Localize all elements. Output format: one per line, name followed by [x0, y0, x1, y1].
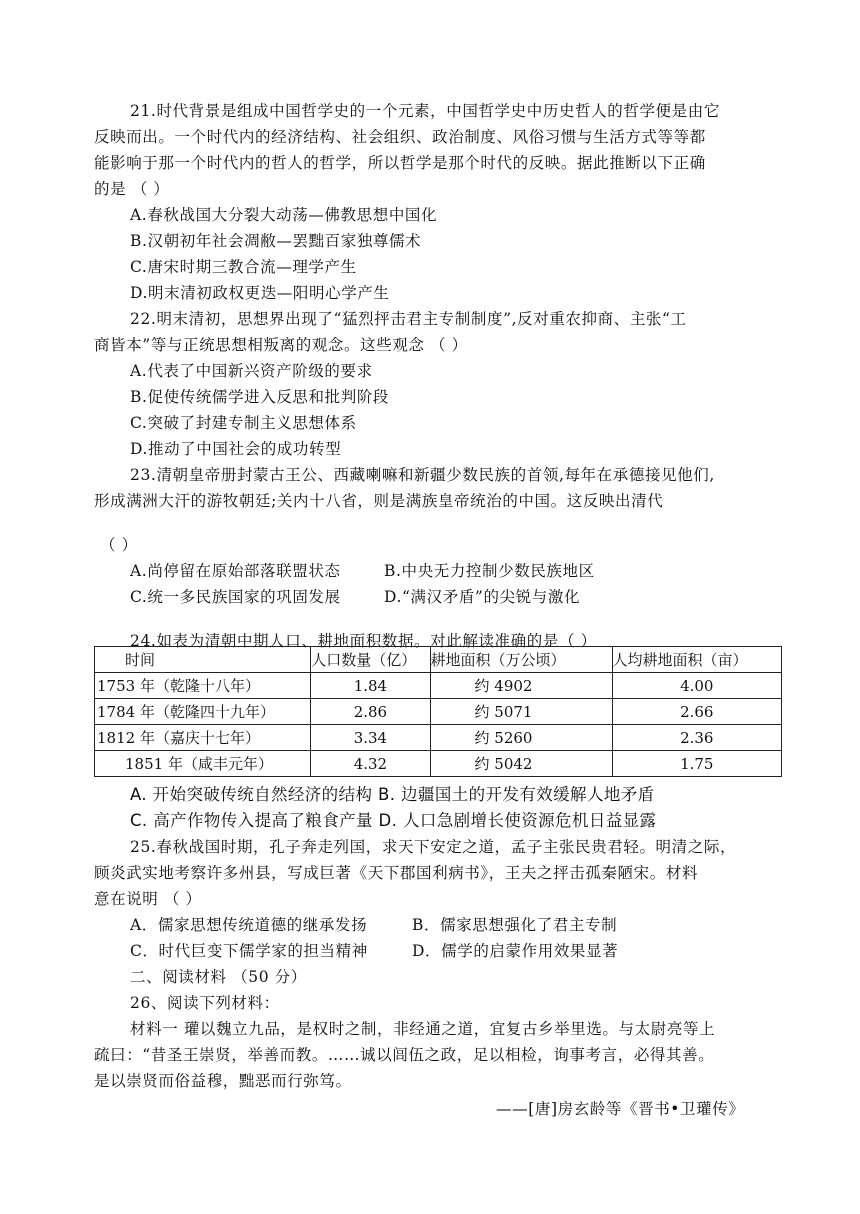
section-heading: 二、阅读材料 （50 分）	[130, 968, 307, 986]
q25-option-a: A．儒家思想传统道德的继承发扬	[130, 916, 368, 934]
q21-stem-line-4: 的是 （ ）	[94, 180, 170, 198]
q23-stem-line-2: 形成满洲大汗的游牧朝廷;关内十八省，则是满族皇帝统治的中国。这反映出清代	[94, 492, 664, 510]
table-cell-time: 1812 年（嘉庆十七年）	[95, 725, 311, 751]
q22-stem-line-1: 22.明末清初，思想界出现了“猛烈抨击君主专制制度”,反对重农抑商、主张“工	[130, 310, 687, 328]
q21-option-a: A.春秋战国大分裂大动荡—佛教思想中国化	[130, 206, 438, 224]
table-header-cell: 人口数量（亿）	[311, 647, 430, 673]
q24-options-row-1: A. 开始突破传统自然经济的结构 B. 边疆国土的开发有效缓解人地矛盾	[130, 785, 655, 804]
q25-option-c: C．时代巨变下儒学家的担当精神	[130, 942, 368, 960]
q21-stem-line-1: 21.时代背景是组成中国哲学史的一个元素，中国哲学史中历史哲人的哲学便是由它	[130, 102, 720, 120]
table-cell-time: 1753 年（乾隆十八年）	[95, 673, 311, 699]
table-cell-population: 2.86	[311, 699, 430, 725]
q23-stem-line-1: 23.清朝皇帝册封蒙古王公、西藏喇嘛和新疆少数民族的首领,每年在承德接见他们,	[130, 466, 715, 484]
population-farmland-table	[94, 646, 782, 777]
table-cell-farmland: 约 4902	[430, 673, 612, 699]
q25-option-d: D．儒学的启蒙作用效果显著	[412, 942, 619, 960]
q22-option-b: B.促使传统儒学进入反思和批判阶段	[130, 388, 390, 406]
q21-option-c: C.唐宋时期三教合流—理学产生	[130, 258, 357, 276]
table-cell-per-capita: 4.00	[612, 673, 781, 699]
table-cell-per-capita: 2.36	[612, 725, 781, 751]
q21-option-d: D.明末清初政权更迭—阳明心学产生	[130, 284, 390, 302]
q25-stem-line-2: 顾炎武实地考察许多州县，写成巨著《天下郡国利病书》，王夫之抨击孤秦陋宋。材料	[94, 864, 699, 882]
q23-option-a: A.尚停留在原始部落联盟状态	[130, 562, 341, 580]
q24-stem: 24.如表为清朝中期人口、耕地面积数据。对此解读准确的是（ ）	[130, 632, 597, 650]
table-header-cell: 时间	[95, 647, 311, 673]
q26-material-line-3: 是以崇贤而俗益穆，黜恶而行弥笃。	[94, 1072, 352, 1090]
q23-option-d: D.“满汉矛盾”的尖锐与激化	[384, 588, 581, 606]
table-row	[95, 751, 782, 777]
q22-stem-line-2: 商皆本”等与正统思想相叛离的观念。这些观念 （ ）	[94, 336, 468, 354]
q21-stem-line-2: 反映而出。一个时代内的经济结构、社会组织、政治制度、风俗习惯与生活方式等等都	[94, 128, 706, 146]
table-header-cell: 人均耕地面积（亩）	[612, 647, 781, 673]
q25-stem-line-1: 25.春秋战国时期，孔子奔走列国，求天下安定之道，孟子主张民贵君轻。明清之际，	[130, 838, 737, 856]
table-row	[95, 725, 782, 751]
table-cell-time: 1784 年（乾隆四十九年）	[95, 699, 311, 725]
q25-option-b: B．儒家思想强化了君主专制	[412, 916, 618, 934]
table-cell-farmland: 约 5042	[430, 751, 612, 777]
table-cell-population: 3.34	[311, 725, 430, 751]
table-cell-farmland: 约 5260	[430, 725, 612, 751]
q26-material-line-2: 疏曰：“昔圣王崇贤，举善而教。……诚以闾伍之政，足以相检，询事考言，必得其善。	[94, 1046, 715, 1064]
table-cell-farmland: 约 5071	[430, 699, 612, 725]
table-cell-per-capita: 1.75	[612, 751, 781, 777]
q24-options-row-2: C. 高产作物传入提高了粮食产量 D. 人口急剧增长使资源危机日益显露	[130, 811, 657, 830]
table-cell-time: 1851 年（咸丰元年）	[95, 751, 311, 777]
table-header-cell: 耕地面积（万公顷）	[430, 647, 612, 673]
q22-option-c: C.突破了封建专制主义思想体系	[130, 414, 357, 432]
table-row	[95, 673, 782, 699]
q26-material-line-1: 材料一 瓘以魏立九品，是权时之制，非经通之道，宜复古乡举里选。与太尉亮等上	[130, 1020, 716, 1038]
q23-option-b: B.中央无力控制少数民族地区	[384, 562, 595, 580]
table-row	[95, 699, 782, 725]
q26-stem: 26、阅读下列材料：	[130, 994, 280, 1012]
table-cell-population: 1.84	[311, 673, 430, 699]
q23-option-c: C.统一多民族国家的巩固发展	[130, 588, 341, 606]
q23-answer-blank: （ ）	[100, 536, 138, 554]
q26-source-citation: ——[唐]房玄龄等《晋书•卫瓘传》	[496, 1100, 745, 1118]
table-cell-per-capita: 2.66	[612, 699, 781, 725]
q21-stem-line-3: 能影响于那一个时代内的哲人的哲学，所以哲学是那个时代的反映。据此推断以下正确	[94, 154, 706, 172]
q21-option-b: B.汉朝初年社会凋敝—罢黜百家独尊儒术	[130, 232, 422, 250]
table-header-row	[95, 647, 782, 673]
q25-stem-line-3: 意在说明 （ ）	[94, 890, 202, 908]
table-cell-population: 4.32	[311, 751, 430, 777]
q22-option-d: D.推动了中国社会的成功转型	[130, 440, 342, 458]
q22-option-a: A.代表了中国新兴资产阶级的要求	[130, 362, 373, 380]
